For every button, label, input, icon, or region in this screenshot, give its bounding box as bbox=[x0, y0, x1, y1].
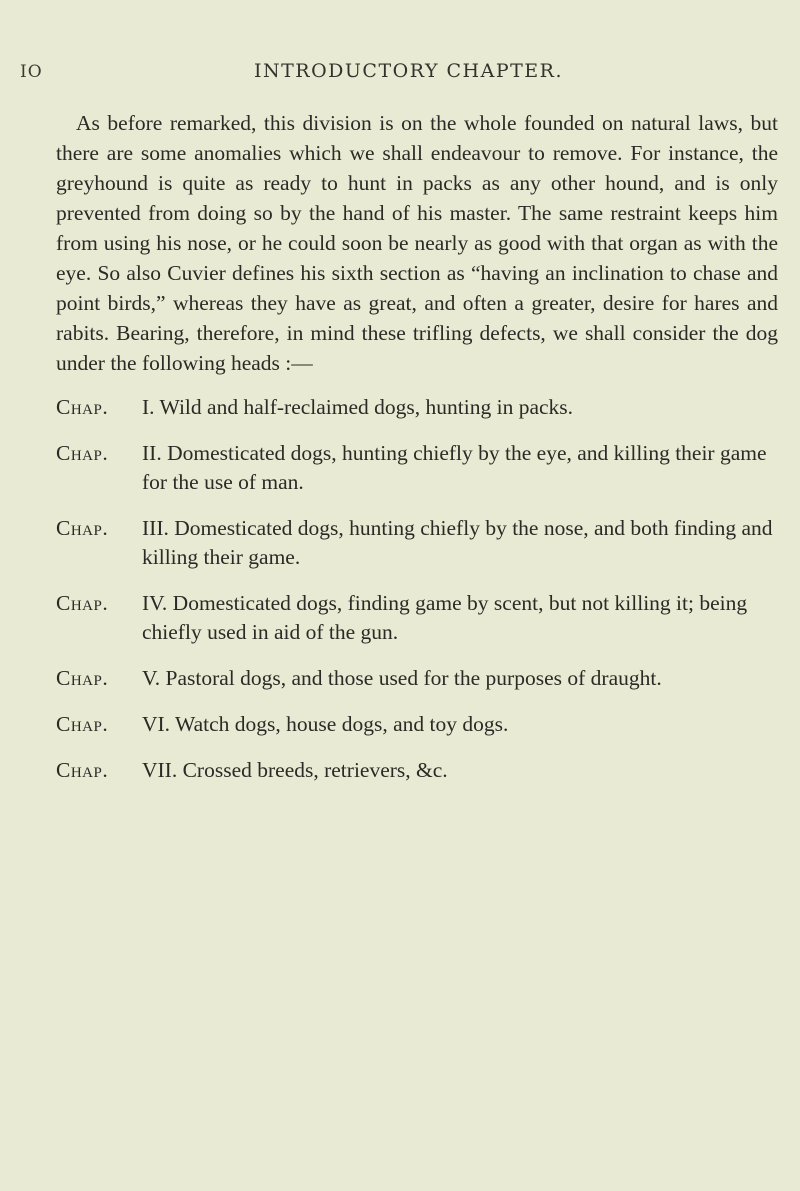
chapter-label: Chap. bbox=[56, 516, 109, 540]
chapter-item bbox=[56, 664, 780, 693]
chapter-label: Chap. bbox=[56, 441, 109, 465]
chapter-text: II. Domesticated dogs, hunting chiefly by the eye, and killing their game for the use of man. bbox=[142, 441, 767, 494]
chapter-text: V. Pastoral dogs, and those used for the purposes of draught. bbox=[142, 666, 662, 690]
chapter-item bbox=[56, 439, 780, 497]
chapter-text: III. Domesticated dogs, hunting chiefly by the nose, and both finding and killing their game. bbox=[142, 516, 773, 569]
chapter-item bbox=[56, 589, 780, 647]
running-head: INTRODUCTORY CHAPTER. bbox=[254, 60, 564, 82]
chapter-item bbox=[56, 710, 780, 739]
chapter-item bbox=[56, 756, 780, 785]
chapter-text: IV. Domesticated dogs, finding game by scent, but not killing it; being chiefly used in aid of the gun. bbox=[142, 591, 748, 644]
chapter-item bbox=[56, 393, 780, 422]
chapter-label: Chap. bbox=[56, 712, 109, 736]
chapter-label: Chap. bbox=[56, 666, 109, 690]
chapter-text: VI. Watch dogs, house dogs, and toy dogs. bbox=[142, 712, 509, 736]
page-number: IO bbox=[20, 62, 43, 82]
chapter-text: I. Wild and half-reclaimed dogs, hunting in packs. bbox=[142, 395, 574, 419]
chapter-item bbox=[56, 514, 780, 572]
chapter-label: Chap. bbox=[56, 395, 109, 419]
body-paragraph: As before remarked, this division is on the whole founded on natural laws, but there are some anomalies which we shall endeavour to remove. For instance, the greyhound is quite as ready to hunt in packs as any other hound, and is only prevented from doing so by the hand of his master. The same restraint keeps him from using his nose, or he could soon be nearly as good with that organ as with the eye. So also Cuvier defines his sixth section as “having an inclination to chase and point birds,” whereas they have as great, and often a greater, desire for hares and rabits. Bearing, therefore, in mind these trifling defects, we shall consider the dog under the following heads :— bbox=[56, 111, 778, 375]
chapter-label: Chap. bbox=[56, 758, 109, 782]
chapter-text: VII. Crossed breeds, retrievers, &c. bbox=[142, 758, 448, 782]
chapter-list bbox=[56, 393, 780, 802]
chapter-label: Chap. bbox=[56, 591, 109, 615]
